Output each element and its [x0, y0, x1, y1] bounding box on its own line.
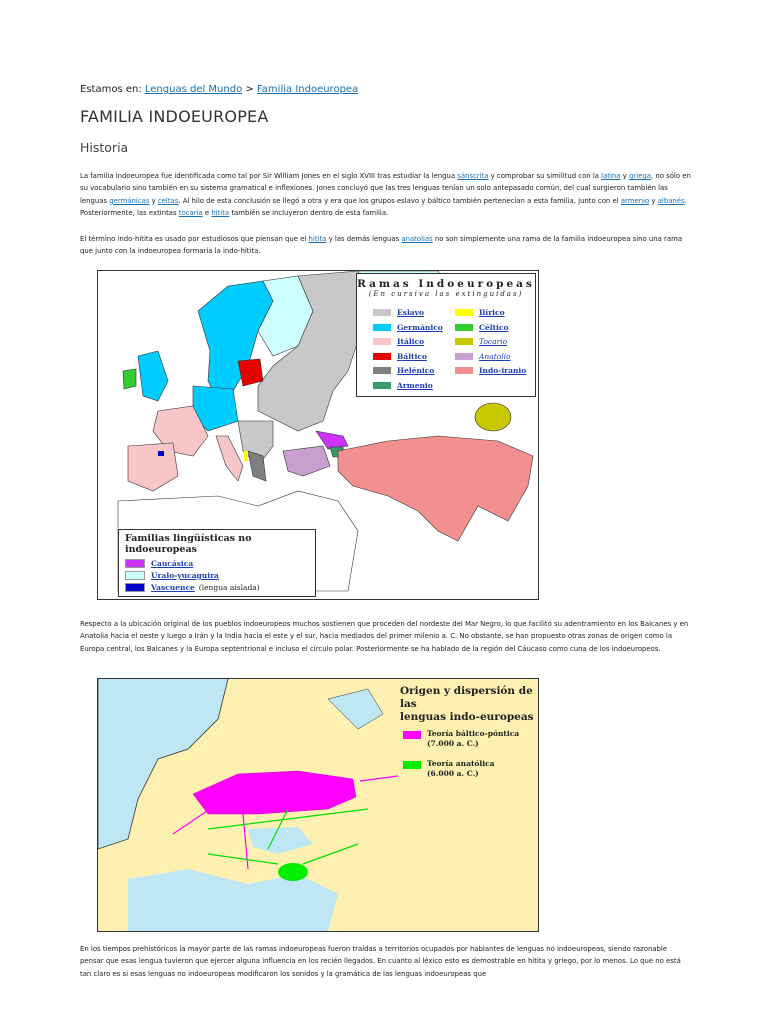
legend-swatch — [403, 761, 421, 769]
legend-swatch — [373, 367, 391, 374]
link-griega[interactable]: griega — [628, 172, 651, 180]
legend-swatch — [455, 324, 473, 331]
link-sanscrita[interactable]: sánscrita — [457, 172, 489, 180]
paragraph-prehistory: En los tiempos prehistóricos la mayor parte de las ramas indoeuropeas fueron traídas a territorios ocupados por hablantes de lenguas no indoeuropeas, siendo razonable pensar que esas lengua tuvieron que ejercer alguna influencia en los recién llegados. En cuanto al léxico esto es demostrable en hitita y griego, por lo menos. Lo que no está tan claro es si esas lenguas no indoeuropeas modificaron los sonidos y la gramática de las lenguas indoeuropeas que — [80, 945, 681, 978]
legend-item-c-ltico[interactable]: Céltico — [455, 323, 508, 332]
legend-swatch — [373, 324, 391, 331]
legend-item-armenio[interactable]: Armenio — [373, 381, 433, 390]
legend-swatch — [455, 367, 473, 374]
section-title: Historia — [80, 140, 129, 155]
legend-subtitle: (En cursiva las extinguidas) — [368, 290, 524, 298]
legend-item-b-ltico[interactable]: Báltico — [373, 352, 427, 361]
legend-swatch — [373, 382, 391, 389]
legend-non-indoeuropean — [118, 529, 316, 597]
legend-item-il-rico[interactable]: Ilírico — [455, 308, 505, 317]
link-armenio[interactable]: armenio — [620, 196, 650, 205]
legend-swatch — [125, 559, 145, 568]
link-tocaria[interactable]: tocaria — [178, 209, 203, 218]
origin-legend-item-1: Teoría anatólica (6.000 a. C.) — [403, 759, 495, 779]
breadcrumb-link-lenguas[interactable]: Lenguas del Mundo — [144, 84, 243, 95]
legend-swatch — [403, 731, 421, 739]
legend-item-anatolio[interactable]: Anatolio — [455, 352, 511, 361]
legend-branches — [356, 273, 536, 397]
legend-swatch — [455, 353, 473, 360]
link-latina[interactable]: latina — [601, 172, 621, 180]
breadcrumb — [80, 84, 358, 95]
link-albanes[interactable]: albanés — [657, 196, 685, 205]
breadcrumb-prefix: Estamos en: — [80, 84, 142, 95]
legend-swatch — [455, 338, 473, 345]
legend-item-hel-nico[interactable]: Helénico — [373, 366, 434, 375]
link-hitita[interactable]: hitita — [211, 209, 230, 218]
nonindo-item-0[interactable]: Caucásica — [125, 559, 309, 568]
legend-swatch — [125, 571, 145, 580]
legend-swatch — [125, 583, 145, 592]
link-anatolias[interactable]: anatolias — [401, 235, 433, 243]
legend-item-it-lico[interactable]: Itálico — [373, 337, 424, 346]
link-germanicas[interactable]: germánicas — [109, 196, 150, 205]
nonindo-title: Familias lingüísticas no indoeuropeas — [125, 533, 252, 555]
legend-swatch — [373, 338, 391, 345]
link-hitita-2[interactable]: hitita — [308, 235, 327, 243]
origin-legend-item-0: Teoría báltico-póntica (7.000 a. C.) — [403, 729, 519, 749]
legend-item-indo-iranio[interactable]: Indo-iranio — [455, 366, 526, 375]
breadcrumb-link-familia[interactable]: Familia Indoeuropea — [256, 84, 359, 95]
legend-swatch — [373, 353, 391, 360]
legend-item-tocario[interactable]: Tocario — [455, 337, 507, 346]
paragraph-history-1: La familia indoeuropea fue identificada como tal por Sir William Jones en el siglo XVIII tras estudiar la lengua sánscrita y comprobar su similitud con la latina y griega, no sólo en su vocabulario sino también en su sistema gramatical e inflexiones. Jones concluyó que las tres lenguas tenían un solo antepasado común, del cual surgieron también las lenguas germánicas y celtas. Al hilo de esta conclusión se llegó a otra y era que los grupos eslavo y báltico también pertenecían a esta familia, junto con el armenio y albanés. Posteriormente, las extintas tocaria e hitita también se incluyeron dentro de esta familia. — [80, 172, 691, 218]
nonindo-item-1[interactable]: Uralo-yucaguira — [125, 571, 309, 580]
paragraph-origin: Respecto a la ubicación original de los pueblos indoeuropeos muchos sostienen que proceden del nordeste del Mar Negro, lo que facilitó su adentramiento en los Balcanes y en Anatolia hacia el oeste y luego a Irán y la India hacia el este y el sur, hacia mediados del primer milenio a. C. No obstante, se han propuesto otras zonas de origen como la Europa central, los Balcanes y la Europa septentrional e incluso el círculo polar. Posteriormente se ha hablado de la región del Cáucaso como cuna de los indoeuropeos. — [80, 620, 689, 653]
nonindo-item-2[interactable]: Vascuence (lengua aislada) — [125, 583, 309, 592]
link-celtas[interactable]: celtas — [157, 196, 179, 205]
legend-swatch — [373, 309, 391, 316]
legend-title: Ramas Indoeuropeas — [357, 278, 535, 290]
legend-item-eslavo[interactable]: Eslavo — [373, 308, 424, 317]
map-origin-dispersion — [97, 678, 539, 932]
paragraph-history-2: El término indo-hitita es usado por estudiosos que piensan que el hitita y las demás lenguas anatolias no son simplemente una rama de la familia indoeuropea sino una rama que junto con la indoeuropea formaría la indo-hitita. — [80, 235, 683, 256]
map-indoeuropean-branches — [97, 270, 539, 600]
legend-item-germ-nico[interactable]: Germánico — [373, 323, 443, 332]
legend-swatch — [455, 309, 473, 316]
map2-title: Origen y dispersión de las lenguas indo-europeas — [400, 685, 534, 723]
page-title: FAMILIA INDOEUROPEA — [80, 107, 269, 126]
breadcrumb-separator: > — [245, 84, 254, 95]
